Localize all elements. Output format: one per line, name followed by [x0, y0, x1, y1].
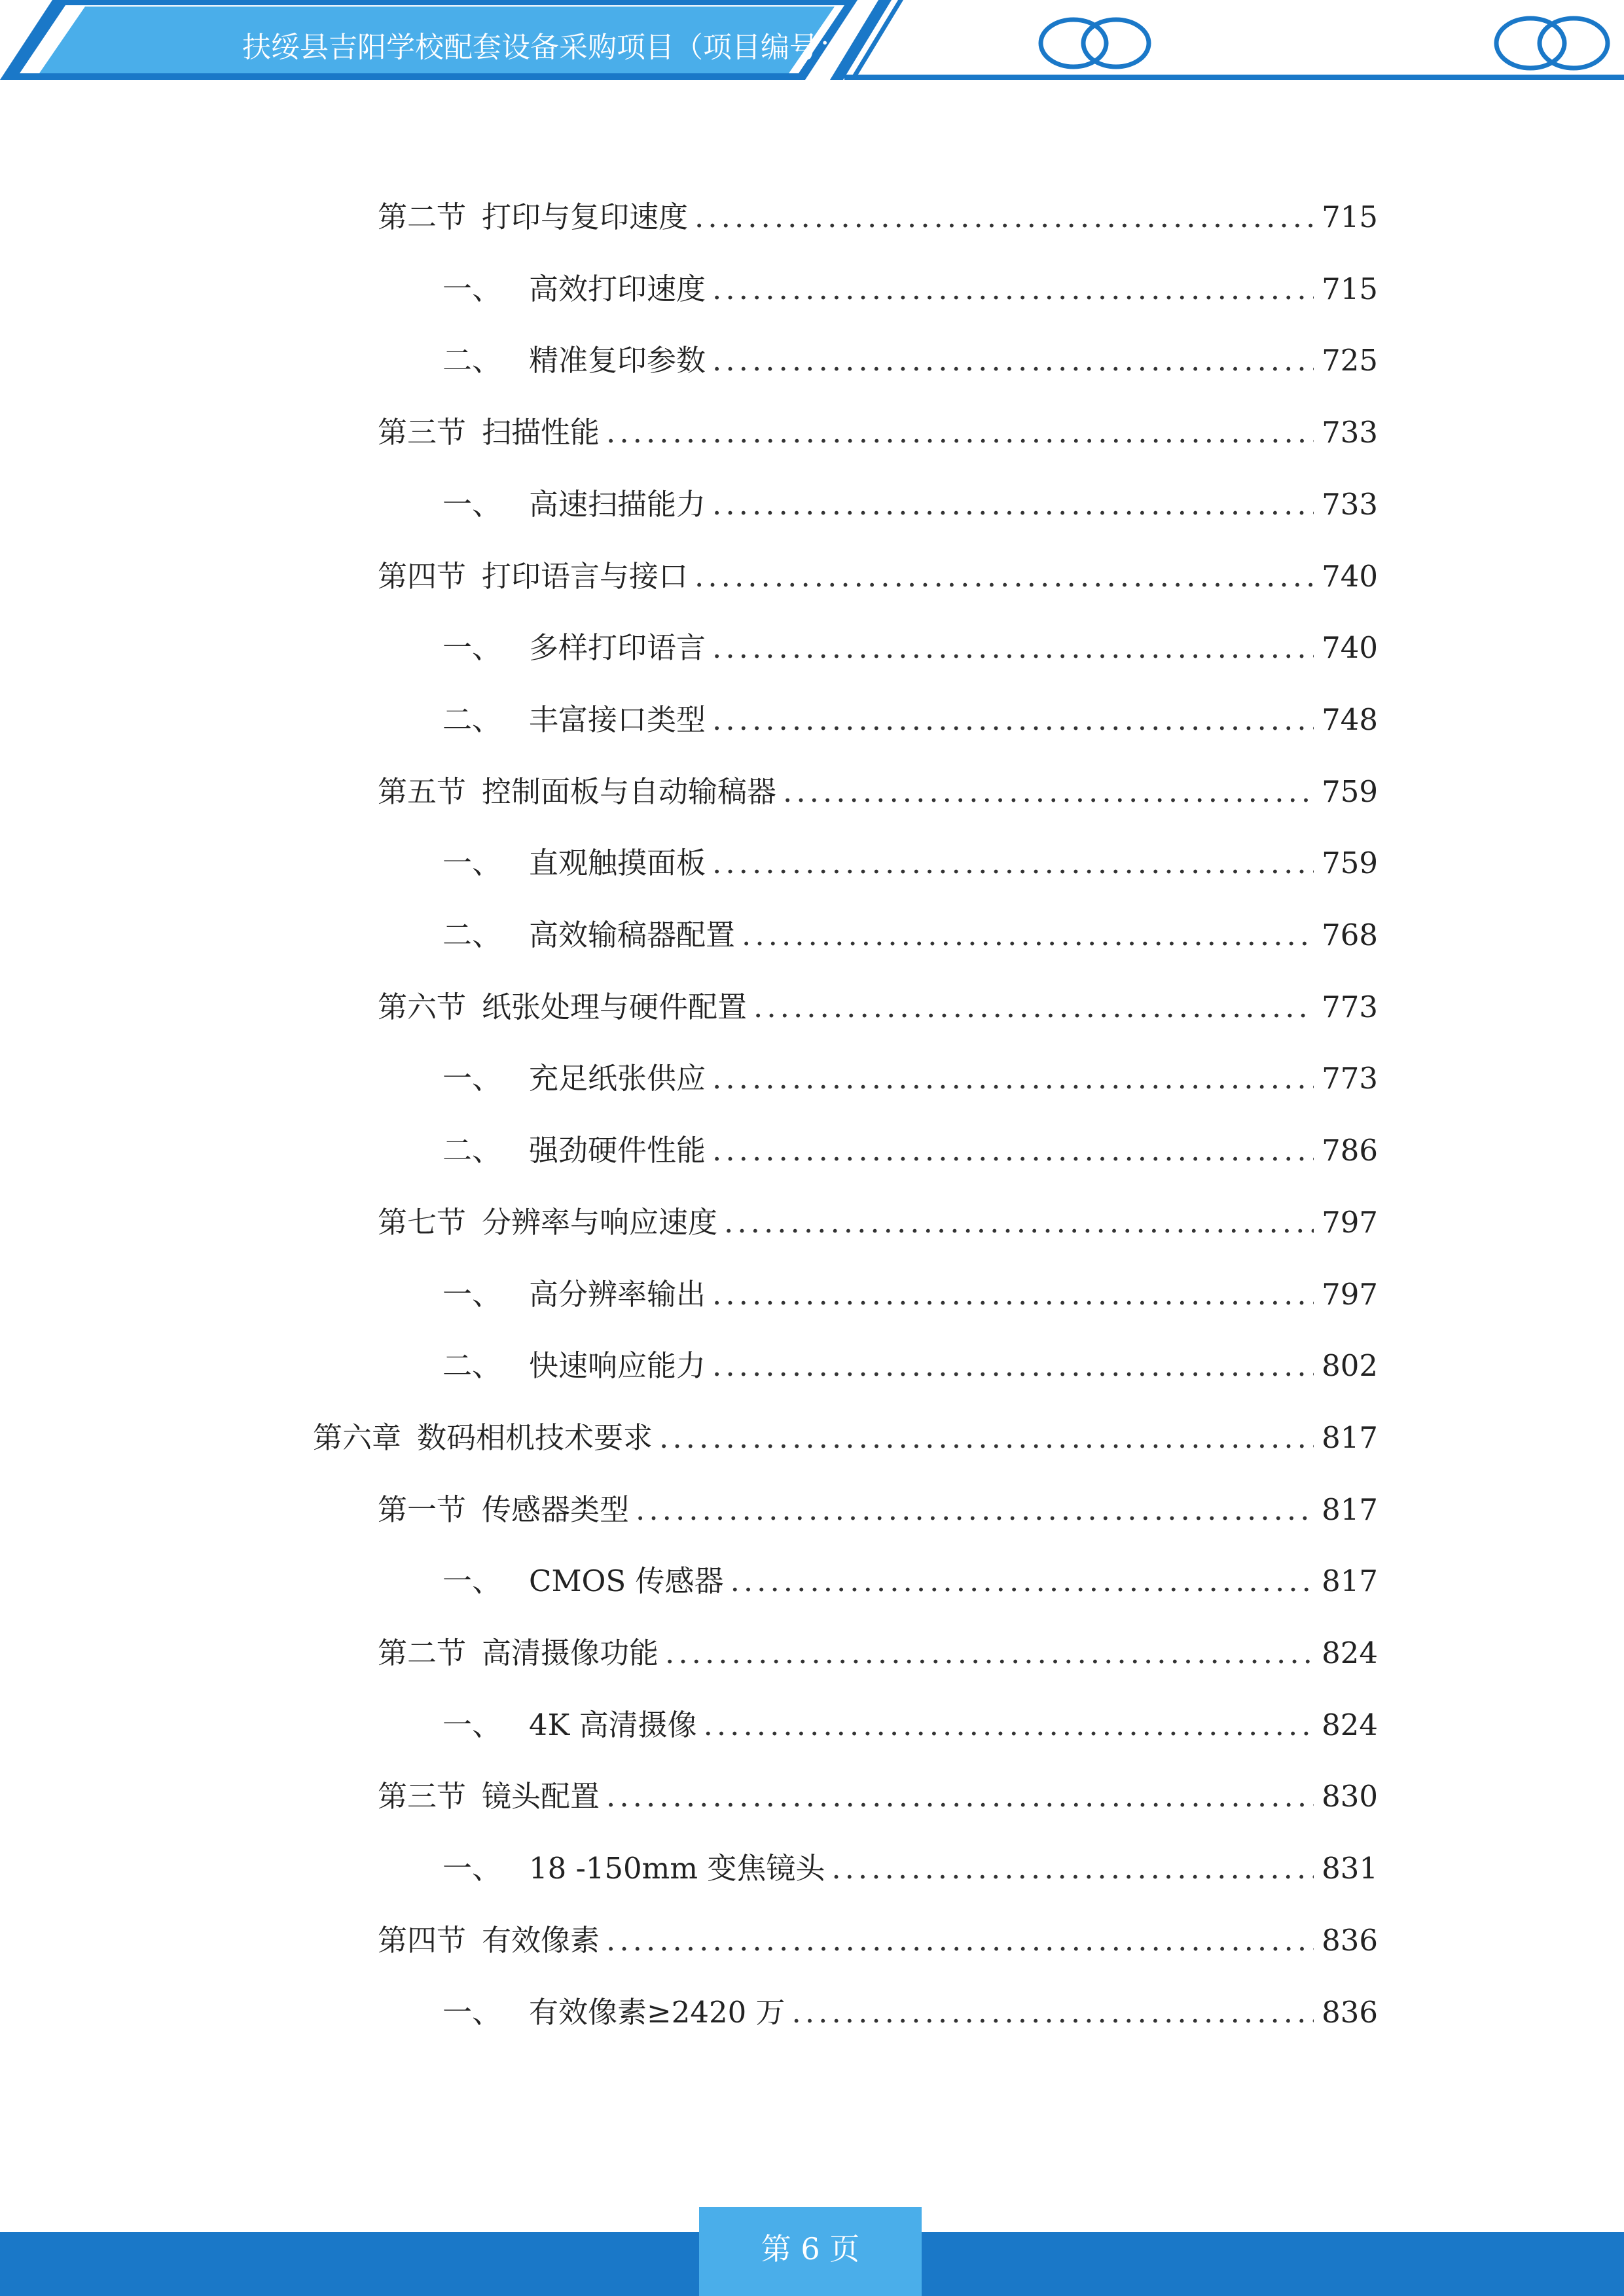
toc-entry-number: 第二节 — [378, 200, 467, 234]
toc-entry-number: 第五节 — [378, 774, 467, 809]
toc-entry[interactable] — [442, 1846, 1378, 1892]
toc-entry-title: 充足纸张供应 — [529, 1061, 706, 1096]
toc-entry-number: 第六章 — [313, 1420, 402, 1455]
toc-dot-leader — [731, 1558, 1314, 1604]
toc-entry-number: 二、 — [442, 918, 502, 952]
toc-entry[interactable] — [442, 625, 1378, 671]
toc-dot-leader — [753, 984, 1314, 1030]
toc-dot-leader — [712, 482, 1314, 528]
toc-entry-page: 748 — [1322, 702, 1378, 737]
toc-entry-number: 第三节 — [378, 1779, 467, 1814]
toc-entry[interactable] — [442, 912, 1378, 958]
toc-entry-title: 4K 高清摄像 — [529, 1708, 697, 1742]
toc-entry[interactable] — [378, 410, 1378, 456]
toc-entry-number: 第四节 — [378, 559, 467, 594]
toc-entry-page: 759 — [1322, 774, 1378, 809]
toc-entry-page: 817 — [1322, 1564, 1378, 1598]
toc-entry[interactable] — [378, 769, 1378, 815]
toc-entry-page: 824 — [1322, 1708, 1378, 1742]
toc-entry-title: 扫描性能 — [482, 415, 600, 450]
toc-entry-page: 836 — [1322, 1995, 1378, 2030]
toc-entry-title: 高效输稿器配置 — [529, 918, 736, 952]
toc-entry-number: 一、 — [442, 1277, 502, 1312]
toc-entry-page: 830 — [1322, 1779, 1378, 1814]
toc-dot-leader — [695, 554, 1314, 600]
toc-entry[interactable] — [442, 697, 1378, 743]
toc-entry[interactable] — [378, 1918, 1378, 1964]
toc-entry-title: 控制面板与自动输稿器 — [482, 774, 777, 809]
toc-entry-page: 802 — [1322, 1348, 1378, 1383]
toc-entry-title: 多样打印语言 — [529, 630, 706, 665]
toc-entry-page: 768 — [1322, 918, 1378, 952]
toc-dot-leader — [659, 1415, 1314, 1461]
toc-entry-title: 高效打印速度 — [529, 272, 706, 306]
toc-entry-number: 一、 — [442, 1995, 502, 2030]
toc-entry-number: 一、 — [442, 1564, 502, 1598]
toc-entry-page: 759 — [1322, 846, 1378, 880]
toc-entry-title: 直观触摸面板 — [529, 846, 706, 880]
toc-entry[interactable] — [442, 482, 1378, 528]
toc-entry-page: 725 — [1322, 343, 1378, 378]
toc-entry[interactable] — [378, 1487, 1378, 1533]
toc-entry-page: 836 — [1322, 1923, 1378, 1958]
toc-entry-number: 第一节 — [378, 1492, 467, 1527]
toc-entry-title: 丰富接口类型 — [529, 702, 706, 737]
toc-entry[interactable] — [442, 1128, 1378, 1174]
toc-entry-number: 二、 — [442, 1348, 502, 1383]
toc-entry[interactable] — [442, 1343, 1378, 1389]
toc-entry-title: 传感器类型 — [482, 1492, 630, 1527]
toc-entry-title: 数码相机技术要求 — [417, 1420, 653, 1455]
toc-entry-number: 第四节 — [378, 1923, 467, 1958]
toc-entry[interactable] — [378, 1200, 1378, 1246]
toc-dot-leader — [712, 266, 1314, 312]
toc-entry-page: 824 — [1322, 1636, 1378, 1670]
toc-entry[interactable] — [442, 1990, 1378, 2036]
toc-entry-number: 一、 — [442, 1851, 502, 1886]
toc-dot-leader — [712, 1272, 1314, 1318]
toc-dot-leader — [712, 625, 1314, 671]
toc-dot-leader — [665, 1630, 1314, 1676]
toc-entry-number: 一、 — [442, 1061, 502, 1096]
toc-entry-page: 817 — [1322, 1492, 1378, 1527]
toc-entry-page: 715 — [1322, 272, 1378, 306]
toc-entry-title: 精准复印参数 — [529, 343, 706, 378]
toc-dot-leader — [712, 1343, 1314, 1389]
toc-entry[interactable] — [442, 1272, 1378, 1318]
toc-entry-title: CMOS 传感器 — [529, 1564, 724, 1598]
toc-entry-page: 773 — [1322, 1061, 1378, 1096]
toc-entry-title: 快速响应能力 — [529, 1348, 706, 1383]
header-title: 扶绥县吉阳学校配套设备采购项目（项目编号： — [242, 31, 847, 64]
toc-entry-title: 强劲硬件性能 — [529, 1133, 706, 1168]
toc-entry-number: 一、 — [442, 1708, 502, 1742]
toc-entry-number: 一、 — [442, 487, 502, 522]
toc-entry-number: 第七节 — [378, 1205, 467, 1240]
toc-dot-leader — [704, 1702, 1314, 1748]
toc-entry-title: 打印语言与接口 — [482, 559, 689, 594]
toc-entry-page: 715 — [1322, 200, 1378, 234]
toc-entry[interactable] — [442, 1558, 1378, 1604]
toc-entry-title: 18 -150mm 变焦镜头 — [529, 1851, 825, 1886]
toc-dot-leader — [712, 1128, 1314, 1174]
toc-entry-number: 一、 — [442, 630, 502, 665]
toc-entry[interactable] — [442, 1702, 1378, 1748]
toc-entry-page: 797 — [1322, 1277, 1378, 1312]
toc-dot-leader — [783, 769, 1314, 815]
toc-entry[interactable] — [442, 840, 1378, 886]
toc-dot-leader — [606, 1918, 1314, 1964]
toc-entry[interactable] — [378, 1630, 1378, 1676]
toc-entry-title: 分辨率与响应速度 — [482, 1205, 718, 1240]
toc-entry-number: 一、 — [442, 272, 502, 306]
toc-entry-number: 第三节 — [378, 415, 467, 450]
toc-dot-leader — [712, 1056, 1314, 1102]
toc-dot-leader — [636, 1487, 1314, 1533]
toc-entry-page: 773 — [1322, 990, 1378, 1024]
toc-entry-number: 第六节 — [378, 990, 467, 1024]
toc-dot-leader — [792, 1990, 1314, 2036]
toc-entry-page: 817 — [1322, 1420, 1378, 1455]
page-number: 第 6 页 — [761, 2231, 860, 2267]
toc-dot-leader — [695, 194, 1314, 240]
toc-entry[interactable] — [378, 984, 1378, 1030]
toc-entry[interactable] — [442, 338, 1378, 384]
toc-entry-title: 高分辨率输出 — [529, 1277, 706, 1312]
toc-dot-leader — [712, 697, 1314, 743]
toc-entry-title: 纸张处理与硬件配置 — [482, 990, 748, 1024]
toc-entry[interactable] — [378, 194, 1378, 240]
toc-entry-title: 有效像素≥2420 万 — [529, 1995, 785, 2030]
toc-entry-page: 831 — [1322, 1851, 1378, 1886]
toc-entry-number: 二、 — [442, 1133, 502, 1168]
toc-entry[interactable] — [378, 554, 1378, 600]
toc-entry-page: 733 — [1322, 415, 1378, 450]
toc-entry-number: 二、 — [442, 702, 502, 737]
toc-dot-leader — [724, 1200, 1314, 1246]
toc-entry-page: 740 — [1322, 630, 1378, 665]
toc-entry-page: 797 — [1322, 1205, 1378, 1240]
toc-entry-title: 高清摄像功能 — [482, 1636, 659, 1670]
toc-entry-number: 二、 — [442, 343, 502, 378]
toc-dot-leader — [831, 1846, 1314, 1892]
toc-entry-number: 第二节 — [378, 1636, 467, 1670]
toc-entry-title: 有效像素 — [482, 1923, 600, 1958]
toc-dot-leader — [712, 840, 1314, 886]
toc-entry-number: 一、 — [442, 846, 502, 880]
toc-dot-leader — [606, 410, 1314, 456]
toc-entry[interactable] — [442, 266, 1378, 312]
toc-dot-leader — [742, 912, 1314, 958]
toc-dot-leader — [606, 1774, 1314, 1820]
toc-entry[interactable] — [378, 1774, 1378, 1820]
toc-entry-page: 733 — [1322, 487, 1378, 522]
toc-entry-page: 786 — [1322, 1133, 1378, 1168]
toc-entry-title: 镜头配置 — [482, 1779, 600, 1814]
toc-entry-title: 打印与复印速度 — [482, 200, 689, 234]
toc-entry-page: 740 — [1322, 559, 1378, 594]
toc-entry-title: 高速扫描能力 — [529, 487, 706, 522]
toc-entry[interactable] — [313, 1415, 1378, 1461]
toc-dot-leader — [712, 338, 1314, 384]
toc-entry[interactable] — [442, 1056, 1378, 1102]
